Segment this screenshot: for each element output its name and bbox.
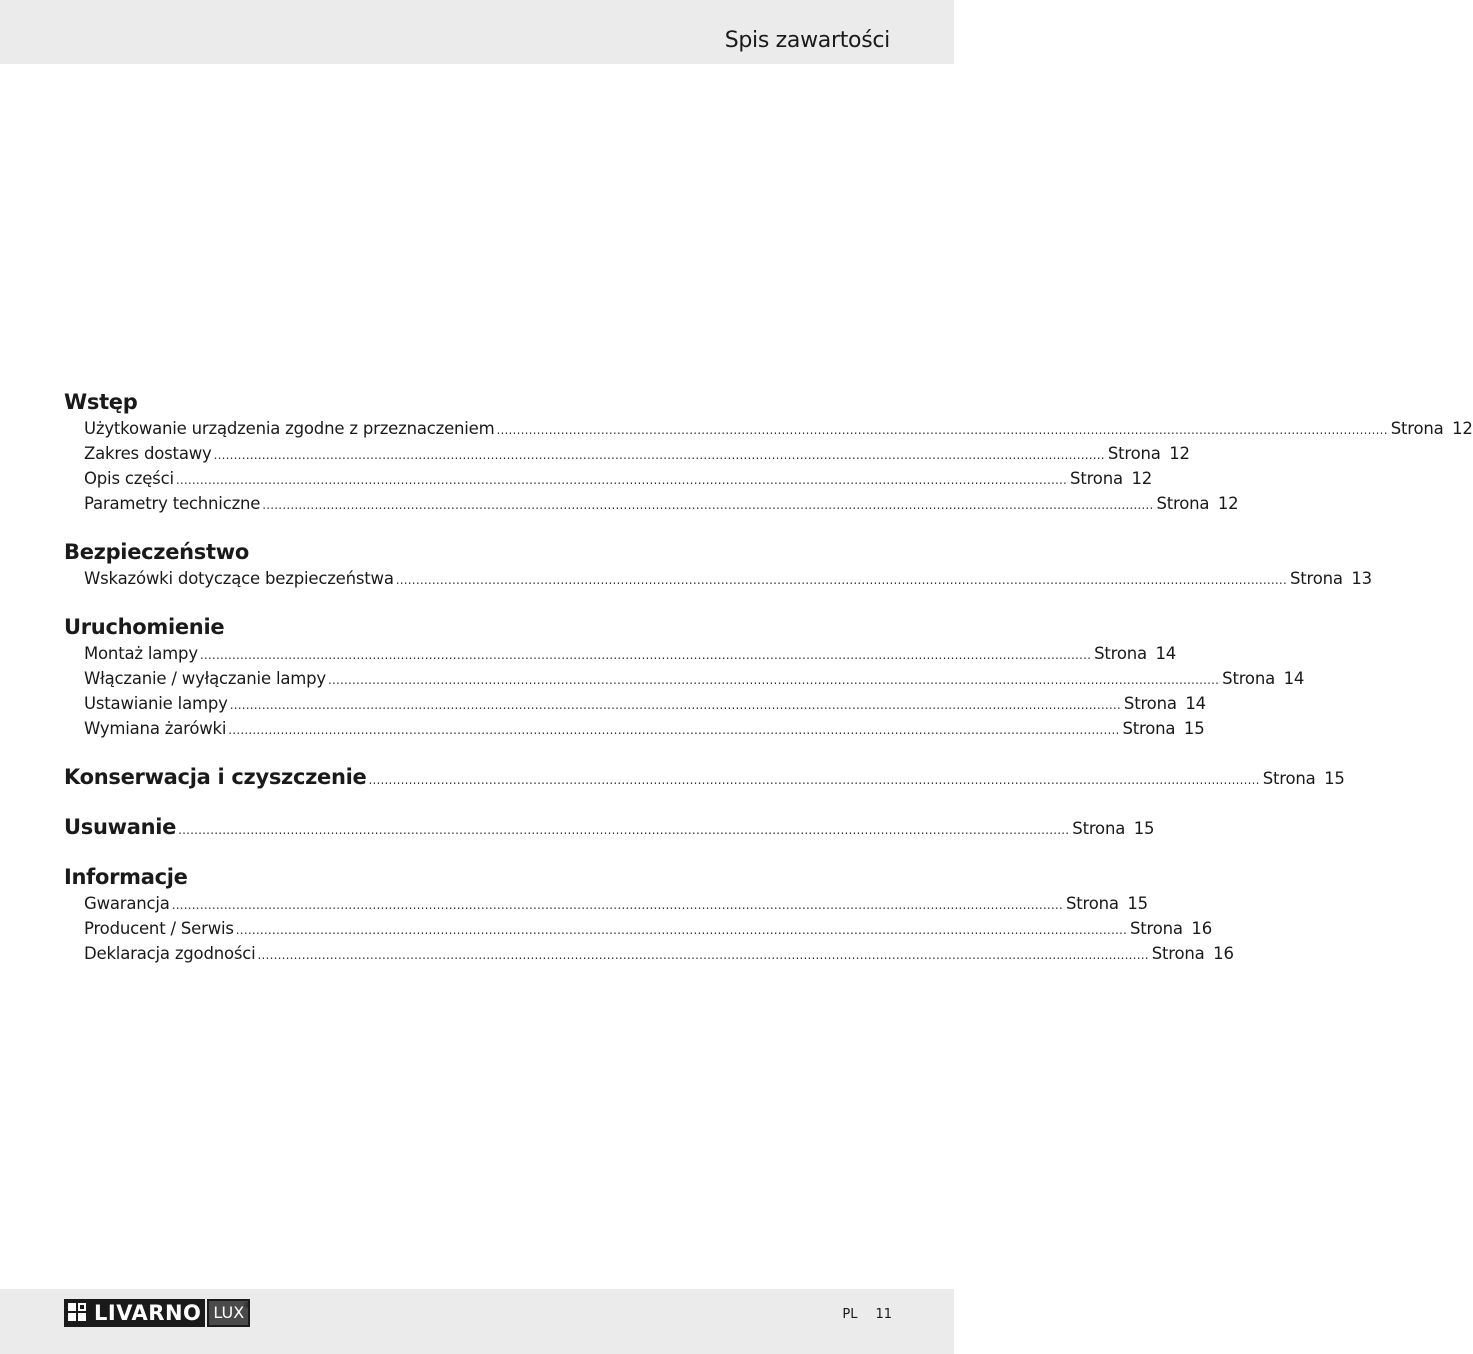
section-title-usuwanie: Usuwanie [64, 815, 177, 839]
toc-entry-konserwacja[interactable] [64, 765, 1345, 791]
toc-entry-label: Gwarancja [84, 894, 170, 913]
toc-entry[interactable] [84, 569, 1372, 589]
page-word: Strona [1390, 419, 1444, 438]
page-number: 15 [1127, 894, 1148, 913]
dot-leader: .............................................................................................................................................................................................................................. [235, 923, 1128, 937]
toc-entry[interactable] [84, 419, 1473, 439]
dot-leader: .............................................................................................................................................................................................................................. [229, 698, 1121, 712]
page-word: Strona [1130, 919, 1183, 938]
dot-leader: .............................................................................................................................................................................................................................. [262, 498, 1154, 512]
toc-entry-label: Zakres dostawy [84, 444, 212, 463]
page-word: Strona [1094, 644, 1147, 663]
page-number: 16 [1191, 919, 1213, 938]
toc-entry[interactable] [84, 469, 1153, 489]
page-word: Strona [1065, 894, 1119, 913]
toc-entry-label: Parametry techniczne [84, 494, 261, 513]
logo-wordmark: LIVARNO [94, 1301, 202, 1325]
page-number: 12 [1452, 419, 1473, 438]
toc-entry-label: Opis części [84, 469, 174, 488]
page-word: Strona [1070, 469, 1123, 488]
toc-entry[interactable] [84, 644, 1177, 664]
section-title-uruchomienie: Uruchomienie [64, 615, 225, 639]
dot-leader: .............................................................................................................................................................................................................................. [368, 773, 1260, 787]
page-number: 14 [1155, 644, 1177, 663]
footer-page-info [842, 1307, 892, 1322]
dot-leader: .............................................................................................................................................................................................................................. [228, 723, 1120, 737]
dot-leader: .............................................................................................................................................................................................................................. [327, 673, 1220, 687]
page-number: 15 [1183, 719, 1205, 738]
logo-lux-text: LUX [213, 1303, 245, 1322]
page-word: Strona [1107, 444, 1161, 463]
toc-entry-label: Użytkowanie urządzenia zgodne z przeznaczeniem [84, 419, 495, 438]
toc-entry[interactable] [84, 919, 1213, 939]
page-word: Strona [1122, 719, 1176, 738]
dot-leader: .............................................................................................................................................................................................................................. [395, 573, 1287, 587]
toc-entry[interactable] [84, 444, 1190, 464]
dot-leader: .............................................................................................................................................................................................................................. [199, 648, 1092, 662]
toc-entry[interactable] [84, 694, 1206, 714]
section-title-wstep: Wstęp [64, 390, 138, 414]
page-number: 12 [1217, 494, 1239, 513]
page-word: Strona [1222, 669, 1275, 688]
dot-leader: .............................................................................................................................................................................................................................. [171, 898, 1063, 912]
page-number: 14 [1185, 694, 1206, 713]
page-number: 13 [1351, 569, 1372, 588]
page-title: Spis zawartości [724, 28, 890, 53]
page-number: 14 [1283, 669, 1305, 688]
dot-leader: .............................................................................................................................................................................................................................. [175, 473, 1068, 487]
page-number-footer: 11 [875, 1307, 892, 1322]
logo-lux [207, 1299, 250, 1327]
page-number: 12 [1131, 469, 1153, 488]
page-number: 15 [1324, 769, 1345, 788]
toc-entry[interactable] [84, 894, 1148, 914]
toc-entry-label: Deklaracja zgodności [84, 944, 256, 963]
logo-main [64, 1299, 205, 1327]
page-word: Strona [1151, 944, 1205, 963]
page-word: Strona [1289, 569, 1343, 588]
section-title-bezpieczenstwo: Bezpieczeństwo [64, 540, 249, 564]
page-number: 12 [1169, 444, 1190, 463]
toc-entry-label: Wymiana żarówki [84, 719, 227, 738]
page-word: Strona [1262, 769, 1316, 788]
page-number: 15 [1133, 819, 1155, 838]
toc-entry-label: Montaż lampy [84, 644, 198, 663]
toc-entry[interactable] [84, 669, 1305, 689]
toc-entry[interactable] [84, 719, 1205, 739]
section-title-konserwacja: Konserwacja i czyszczenie [64, 765, 367, 789]
toc-entry-label: Wskazówki dotyczące bezpieczeństwa [84, 569, 394, 588]
registered-mark: ® [243, 1301, 252, 1310]
page-word: Strona [1072, 819, 1126, 838]
brand-logo [64, 1299, 250, 1327]
toc-entry-label: Włączanie / wyłączanie lampy [84, 669, 326, 688]
dot-leader: .............................................................................................................................................................................................................................. [496, 423, 1388, 437]
toc-entry-label: Producent / Serwis [84, 919, 234, 938]
toc-entry-usuwanie[interactable] [64, 815, 1155, 841]
page-word: Strona [1123, 694, 1177, 713]
language-code: PL [842, 1307, 858, 1322]
toc-entry[interactable] [84, 944, 1234, 964]
page-word: Strona [1156, 494, 1210, 513]
dot-leader: .............................................................................................................................................................................................................................. [257, 948, 1149, 962]
dot-leader: .............................................................................................................................................................................................................................. [178, 823, 1070, 837]
dot-leader: .............................................................................................................................................................................................................................. [213, 448, 1105, 462]
logo-squares-icon [68, 1303, 88, 1323]
toc-entry-label: Ustawianie lampy [84, 694, 228, 713]
page-number: 16 [1213, 944, 1234, 963]
toc-entry[interactable] [84, 494, 1239, 514]
section-title-informacje: Informacje [64, 865, 188, 889]
